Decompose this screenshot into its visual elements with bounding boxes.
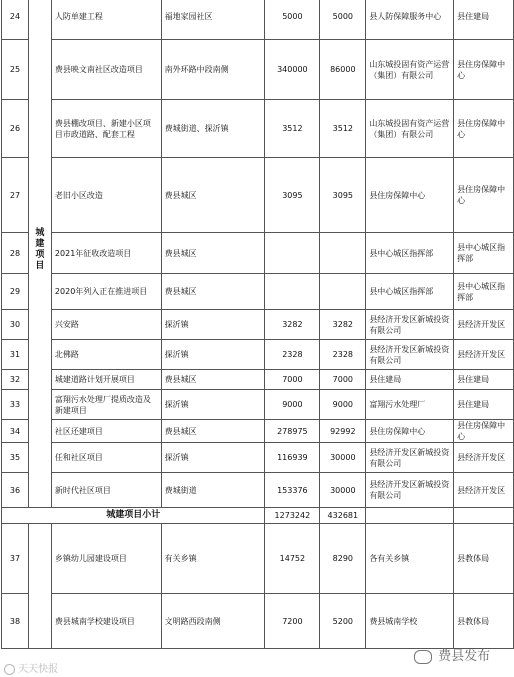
project-name-cell: 社区还建项目: [51, 420, 161, 443]
project-name-cell: 乡镇幼儿园建设项目: [51, 524, 161, 594]
department-cell: 县住房保障中心: [454, 420, 514, 443]
project-table: [1, 0, 514, 649]
row-number-cell: 34: [2, 420, 29, 443]
total-investment-cell: 278975: [265, 420, 320, 443]
subtotal-label: 城建项目小计: [2, 508, 265, 524]
location-cell: 探沂镇: [161, 390, 265, 420]
table-row: [2, 0, 514, 40]
responsible-unit-cell: 费县城南学校: [366, 594, 454, 649]
row-number-cell: 26: [2, 100, 29, 158]
table-row: [2, 233, 514, 274]
table-row: [2, 340, 514, 370]
table-row: [2, 310, 514, 340]
location-cell: 福地家园社区: [161, 0, 265, 40]
total-investment-cell: 153376: [265, 473, 320, 508]
location-cell: 探沂镇: [161, 340, 265, 370]
project-name-cell: 任和社区项目: [51, 443, 161, 473]
table-row: [2, 40, 514, 100]
department-cell: 县经济开发区: [454, 340, 514, 370]
department-cell: 县住建局: [454, 390, 514, 420]
total-investment-cell: [265, 274, 320, 310]
total-investment-cell: 9000: [265, 390, 320, 420]
total-investment-cell: 2328: [265, 340, 320, 370]
responsible-unit-cell: 县经济开发区新城投资有限公司: [366, 473, 454, 508]
row-number-cell: 29: [2, 274, 29, 310]
row-number-cell: 36: [2, 473, 29, 508]
table-row: [2, 524, 514, 594]
row-number-cell: 25: [2, 40, 29, 100]
project-name-cell: 人防单建工程: [51, 0, 161, 40]
table-row: [2, 443, 514, 473]
responsible-unit-cell: 县经济开发区新城投资有限公司: [366, 310, 454, 340]
total-investment-cell: 3282: [265, 310, 320, 340]
total-investment-cell: 340000: [265, 40, 320, 100]
department-cell: 县住建局: [454, 0, 514, 40]
watermark-right: 费县发布: [414, 645, 490, 664]
total-investment-cell: 3512: [265, 100, 320, 158]
planned-investment-cell: 5000: [320, 0, 366, 40]
location-cell: 南外环路中段南侧: [161, 40, 265, 100]
total-investment-cell: 116939: [265, 443, 320, 473]
location-cell: 费城街道、探沂镇: [161, 100, 265, 158]
responsible-unit-cell: 县住房保障中心: [366, 420, 454, 443]
department-cell: 县教体局: [454, 524, 514, 594]
planned-investment-cell: 3095: [320, 158, 366, 233]
department-cell: 县中心城区指挥部: [454, 274, 514, 310]
subtotal-total: 1273242: [265, 508, 320, 524]
project-name-cell: 兴安路: [51, 310, 161, 340]
department-cell: 县经济开发区: [454, 473, 514, 508]
total-investment-cell: 7000: [265, 370, 320, 390]
location-cell: 费县城区: [161, 420, 265, 443]
project-name-cell: 城建道路计划开展项目: [51, 370, 161, 390]
watermark-left-icon: [4, 664, 15, 675]
location-cell: 费县城区: [161, 158, 265, 233]
planned-investment-cell: 5200: [320, 594, 366, 649]
project-name-cell: 费县棚改项目、新建小区项目市政道路、配套工程: [51, 100, 161, 158]
responsible-unit-cell: 县住建局: [366, 370, 454, 390]
planned-investment-cell: [320, 233, 366, 274]
planned-investment-cell: 86000: [320, 40, 366, 100]
responsible-unit-cell: 富翔污水处理厂: [366, 390, 454, 420]
location-cell: 费县城区: [161, 274, 265, 310]
row-number-cell: 37: [2, 524, 29, 594]
responsible-unit-cell: 县经济开发区新城投资有限公司: [366, 340, 454, 370]
responsible-unit-cell: 各有关乡镇: [366, 524, 454, 594]
planned-investment-cell: 30000: [320, 443, 366, 473]
location-cell: 费城街道: [161, 473, 265, 508]
responsible-unit-cell: 山东城投固有资产运营（集团）有限公司: [366, 40, 454, 100]
responsible-unit-cell: 县住房保障中心: [366, 158, 454, 233]
subtotal-plan: 432681: [320, 508, 366, 524]
planned-investment-cell: 30000: [320, 473, 366, 508]
department-cell: 县经济开发区: [454, 310, 514, 340]
total-investment-cell: [265, 233, 320, 274]
planned-investment-cell: 2328: [320, 340, 366, 370]
planned-investment-cell: 9000: [320, 390, 366, 420]
table-row: [2, 274, 514, 310]
total-investment-cell: 7200: [265, 594, 320, 649]
table-row: [2, 100, 514, 158]
location-cell: 探沂镇: [161, 310, 265, 340]
responsible-unit-cell: 县中心城区指挥部: [366, 233, 454, 274]
planned-investment-cell: 92992: [320, 420, 366, 443]
row-number-cell: 27: [2, 158, 29, 233]
total-investment-cell: 5000: [265, 0, 320, 40]
wechat-icon: [414, 650, 432, 664]
responsible-unit-cell: 县经济开发区新城投资有限公司: [366, 443, 454, 473]
row-number-cell: 28: [2, 233, 29, 274]
planned-investment-cell: 3512: [320, 100, 366, 158]
row-number-cell: 32: [2, 370, 29, 390]
planned-investment-cell: [320, 274, 366, 310]
department-cell: 县经济开发区: [454, 443, 514, 473]
subtotal-empty: [366, 508, 454, 524]
project-name-cell: 老旧小区改造: [51, 158, 161, 233]
department-cell: 县住房保障中心: [454, 100, 514, 158]
project-name-cell: 2021年征收改造项目: [51, 233, 161, 274]
responsible-unit-cell: 县人防保障服务中心: [366, 0, 454, 40]
location-cell: 费县城区: [161, 233, 265, 274]
subtotal-empty: [454, 508, 514, 524]
total-investment-cell: 14752: [265, 524, 320, 594]
responsible-unit-cell: 山东城投固有资产运营（集团）有限公司: [366, 100, 454, 158]
table-row: [2, 473, 514, 508]
department-cell: 县教体局: [454, 594, 514, 649]
project-name-cell: 富翔污水处理厂提质改造及新建项目: [51, 390, 161, 420]
row-number-cell: 38: [2, 594, 29, 649]
category-label: 城建项目: [28, 0, 51, 508]
table-row: [2, 390, 514, 420]
department-cell: 县住房保障中心: [454, 40, 514, 100]
row-number-cell: 30: [2, 310, 29, 340]
planned-investment-cell: 7000: [320, 370, 366, 390]
row-number-cell: 33: [2, 390, 29, 420]
location-cell: 有关乡镇: [161, 524, 265, 594]
row-number-cell: 35: [2, 443, 29, 473]
planned-investment-cell: 8290: [320, 524, 366, 594]
category-label-2: [28, 524, 51, 649]
location-cell: 费县城区: [161, 370, 265, 390]
location-cell: 文明路西段南侧: [161, 594, 265, 649]
responsible-unit-cell: 县中心城区指挥部: [366, 274, 454, 310]
project-name-cell: 北佛路: [51, 340, 161, 370]
watermark-left: 天天快报: [4, 660, 58, 675]
table-row: [2, 370, 514, 390]
project-name-cell: 费县城南学校建设项目: [51, 594, 161, 649]
location-cell: 探沂镇: [161, 443, 265, 473]
row-number-cell: 24: [2, 0, 29, 40]
total-investment-cell: 3095: [265, 158, 320, 233]
table-row: [2, 420, 514, 443]
department-cell: 县住建局: [454, 370, 514, 390]
planned-investment-cell: 3282: [320, 310, 366, 340]
department-cell: 县中心城区指挥部: [454, 233, 514, 274]
department-cell: 县住房保障中心: [454, 158, 514, 233]
row-number-cell: 31: [2, 340, 29, 370]
project-name-cell: 费县映文南社区改造项目: [51, 40, 161, 100]
project-name-cell: 新时代社区项目: [51, 473, 161, 508]
subtotal-row: [2, 508, 514, 524]
table-row: [2, 594, 514, 649]
table-row: [2, 158, 514, 233]
project-name-cell: 2020年列入正在推进项目: [51, 274, 161, 310]
